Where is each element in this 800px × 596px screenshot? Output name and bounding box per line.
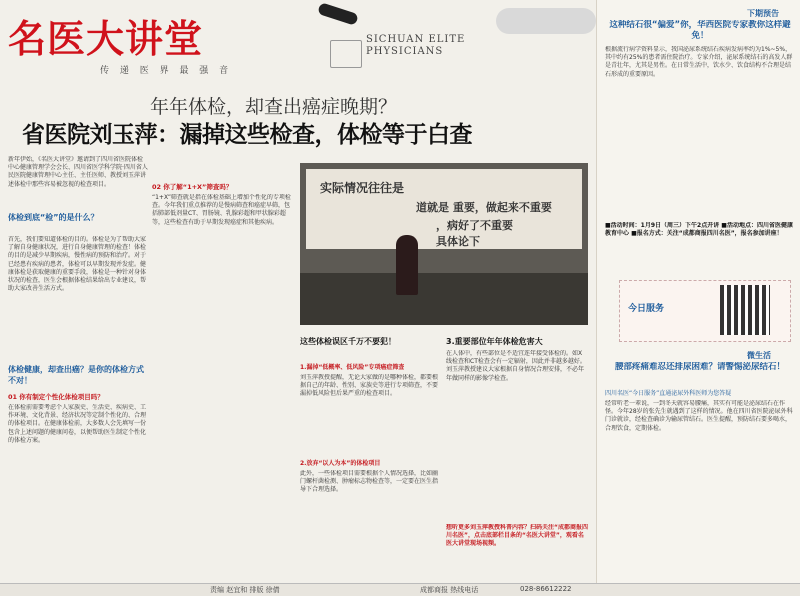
column3-body-2: 此外，一些体检项目需要根据个人情况选择，比如幽门螺杆菌检测、肿瘤标志物检查等，一定要在医生指导下合理选择。	[300, 470, 439, 494]
masthead-elite: SICHUAN ELITE PHYSICIANS	[366, 34, 466, 57]
qa-title: 腰部疼痛难忍还排尿困难？请警惕泌尿结石！	[614, 362, 785, 372]
section2-body: 在体检前需要考虑个人家族史、生活史、疾病史、工作环境、文化背景、经济状况等定制个性化的、合理的体检项目。在健康体检前，大多数人会先填写一份包含上述问题的健康问卷，以便帮助医生制定个性化的体检方案。	[8, 404, 147, 444]
footer-editor: 责编 赵宜和 排版 徐倩	[210, 586, 280, 594]
column4-promo-box: 想听更多刘玉萍教授科普内容？扫码关注“成都商报四川名医”，点击底部栏目条的“名医大讲堂”，观看名医大讲堂现场视频。	[446, 524, 588, 548]
column3-title: 这些体检误区千万不要犯！	[300, 337, 396, 346]
article-headline: 省医院刘玉萍：漏掉这些检查，体检等于白查	[22, 122, 472, 148]
section2-title: 体检健康，却查出癌？是你的体检方式不对！	[8, 365, 144, 385]
article-intro: 新年伊始，《名医大讲堂》邀请到了四川省医院体检中心健康管理学会会长、四川省医学科学院·四川省人民医院健康管理中心主任、主任医师、教授刘玉萍讲述体检中那些容易被忽视的检查项目。	[8, 156, 148, 188]
header-pill	[496, 8, 596, 34]
lecture-photo	[300, 163, 588, 325]
preview-body: 根据流行病学资料显示，我国泌尿系统结石疾病发病率约为1%~5%，其中约有25%的患者需住院治疗。专家介绍，泌尿系统结石的高发人群是青壮年，尤其是男性。在日常生活中，饮水少、饮食结构不合理是结石形成的重要原因。	[605, 46, 793, 78]
column2-body: “1+X”筛查就是指在体检基础上增加个性化的专项检查。今年我们重点推荐的是慢病筛查和癌症早筛，包括肺部低剂量CT、胃肠镜、乳腺彩超和甲状腺彩超等，这些检查有助于早期发现癌症和其他疾病。	[152, 194, 291, 226]
sidebar	[596, 0, 800, 583]
column2-subtitle: 02 你了解“1+X”筛查吗？	[152, 183, 233, 191]
footer-paper: 成都商报 热线电话	[420, 586, 479, 594]
speaker-figure	[396, 235, 418, 295]
footer-phone: 028-86612222	[520, 585, 572, 593]
section1-title: 体检到底“检”的是什么？	[8, 213, 99, 222]
column3-subtitle-1: 1.漏掉“低概率、低风险”专项癌症筛查	[300, 364, 405, 371]
microphone-icon	[317, 2, 359, 26]
column4-body: 在人体中，有些部位是不适宜连年接受体检的。如X线检查和CT检查会有一定辐射，因此并非越多越好。刘玉萍教授建议大家根据自身情况合理安排，不必年年做同样的影像学检查。	[446, 350, 586, 382]
column4-title: 3.重要部位年年体检危害大	[446, 337, 543, 346]
slide-line-2: ，病好了不重要	[436, 219, 513, 232]
preview-title: 这种结石很“偏爱”你，华西医院专家教你这样避免！	[609, 20, 791, 41]
qr-code-icon[interactable]	[720, 285, 770, 335]
audience	[300, 273, 588, 325]
masthead-logo: 名医大讲堂	[8, 16, 204, 61]
article-kicker: 年年体检，却查出癌症晚期？	[150, 96, 398, 118]
event-info: ■活动时间：1月9日（周三）下午2点开讲 ■活动地点：四川省医健康教育中心 ■报名方式：关注“成都商报四川名医”，报名参加讲座！	[605, 222, 793, 238]
section1-body: 首先，我们要知道体检的目的。体检是为了帮助大家了解自身健康状况，进行自身健康管理的检查！体检的目的是减少早期疾病，慢性病的预防和治疗。对于已经患有疾病的患者，体检可以早期发现并发症。健康体检是获取健康的重要手段，体检是一种针对身体状况的检查，医生会根据体检结果给出专业建议，帮助大家改善生活方式。	[8, 236, 147, 293]
service-tag: 今日服务	[628, 304, 665, 314]
section2-subtitle: 01 你有制定个性化体检项目吗？	[8, 393, 104, 401]
qa-body: 经常听老一辈说，一到冬天就容易腰痛，其实有可能是泌尿结石在作怪。今年28岁的张先生就遇到了这样的情况。他在四川省医院泌尿外科门诊就诊，经检查确诊为输尿管结石。医生提醒，预防结石要多喝水，合理饮食，定期体检。	[605, 400, 793, 432]
slide-line-1: 道就是 重要，做起来不重要	[416, 201, 552, 214]
qa-tag: 微生活	[747, 351, 771, 360]
qa-subtitle: 四川名医“今日服务”直通泌尿外科医师为您答疑	[605, 390, 732, 397]
slide-line-3: 具体论下	[436, 235, 480, 248]
column3-subtitle-2: 2.放弃“以人为本”的体检项目	[300, 460, 381, 467]
slide-title: 实际情况往往是	[320, 181, 405, 195]
page-footer	[0, 583, 800, 596]
service-panel	[619, 280, 791, 342]
slide-screen	[306, 169, 582, 249]
podium-icon	[330, 40, 362, 68]
masthead-tagline: 传 递 医 界 最 强 音	[100, 66, 233, 76]
preview-tag: 下期预告	[747, 9, 779, 18]
column3-body-1: 刘玉萍教授提醒，无论大家做的是哪种体检，都要根据自己的年龄、性别、家族史等进行专项筛查，不要漏掉低风险但后果严重的检查项目。	[300, 374, 439, 398]
